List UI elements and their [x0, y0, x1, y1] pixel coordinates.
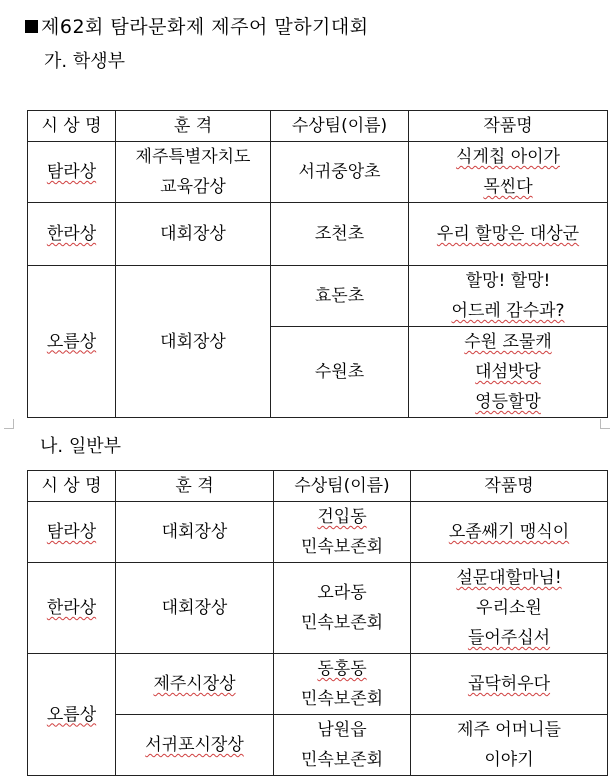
square-bullet-icon: [25, 20, 38, 33]
honor-cell: 서귀포시장상: [116, 715, 274, 776]
table-row: [28, 142, 608, 203]
work-cell: 수원 조물캐 대섬밧당 영등할망: [409, 327, 608, 418]
award-name: 오름상: [28, 654, 116, 776]
team-cell: 조천초: [271, 203, 409, 266]
column-header-team: 수상팀(이름): [271, 111, 409, 142]
column-header-honor: 훈 격: [116, 111, 271, 142]
column-header-work: 작품명: [411, 471, 608, 502]
page-corner-mark: [600, 419, 610, 429]
document-title-text: 제62회 탐라문화제 제주어 말하기대회: [41, 16, 369, 38]
table-row: [28, 266, 608, 327]
table-row: [28, 654, 608, 715]
award-name: 한라상: [28, 563, 116, 654]
column-header-work: 작품명: [409, 111, 608, 142]
student-awards-table: [27, 110, 608, 418]
table-row: [28, 502, 608, 563]
team-cell: 효돈초: [271, 266, 409, 327]
award-name: 오름상: [28, 266, 116, 418]
team-cell: 서귀중앙초: [271, 142, 409, 203]
table-header-row: [28, 111, 608, 142]
document-title: [25, 12, 369, 39]
team-cell: 수원초: [271, 327, 409, 418]
column-header-honor: 훈 격: [116, 471, 274, 502]
honor-cell: 대회장상: [116, 502, 274, 563]
work-cell: 식게칩 아이가 목씬다: [409, 142, 608, 203]
honor-cell: 대회장상: [116, 563, 274, 654]
general-awards-table: [27, 470, 608, 776]
award-name: 탐라상: [28, 142, 116, 203]
work-cell: 우리 할망은 대상군: [409, 203, 608, 266]
work-cell: 제주 어머니들 이야기: [411, 715, 608, 776]
section-heading-general: 나. 일반부: [40, 436, 121, 457]
table-row: [28, 563, 608, 654]
team-cell: 남원읍 민속보존회: [274, 715, 411, 776]
column-header-award: 시 상 명: [28, 471, 116, 502]
column-header-team: 수상팀(이름): [274, 471, 411, 502]
work-cell: 설문대할마님! 우리소원 들어주십서: [411, 563, 608, 654]
page-corner-mark: [4, 419, 14, 429]
work-cell: 곱닥허우다: [411, 654, 608, 715]
award-name: 한라상: [28, 203, 116, 266]
honor-cell: 제주시장상: [116, 654, 274, 715]
team-cell: 동홍동 민속보존회: [274, 654, 411, 715]
work-cell: 할망! 할망! 어드레 감수과?: [409, 266, 608, 327]
honor-cell: 대회장상: [116, 203, 271, 266]
table-row: [28, 203, 608, 266]
table-header-row: [28, 471, 608, 502]
column-header-award: 시 상 명: [28, 111, 116, 142]
section-heading-student: 가. 학생부: [44, 51, 125, 72]
team-cell: 건입동 민속보존회: [274, 502, 411, 563]
work-cell: 오좀쌔기 맹식이: [411, 502, 608, 563]
honor-cell: 대회장상: [116, 266, 271, 418]
award-name: 탐라상: [28, 502, 116, 563]
team-cell: 오라동 민속보존회: [274, 563, 411, 654]
honor-cell: 제주특별자치도 교육감상: [116, 142, 271, 203]
